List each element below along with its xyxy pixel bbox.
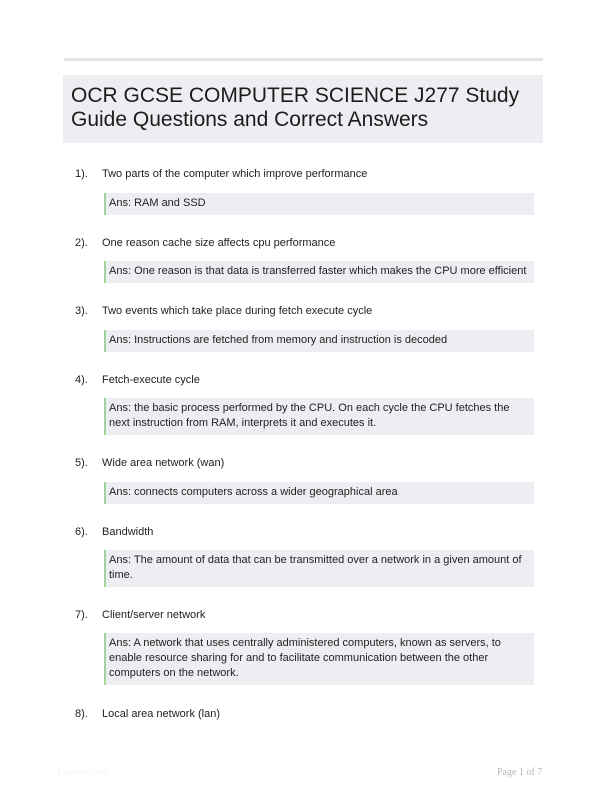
question-text: Fetch-execute cycle [102,374,200,386]
footer-watermark: Paperitbe.com [57,767,109,777]
question-number: 1). [75,168,88,180]
answer-box: Ans: connects computers across a wider geographical area [104,482,534,504]
question-text: Two parts of the computer which improve performance [102,168,368,180]
question-number: 6). [75,526,88,538]
question-number: 8). [75,708,88,720]
question-number: 3). [75,305,88,317]
answer-box: Ans: A network that uses centrally administered computers, known as servers, to enable resource sharing for and to facilitate communication between the other computers on the network. [104,633,534,685]
question-number: 2). [75,237,88,249]
page-title: OCR GCSE COMPUTER SCIENCE J277 Study Guide Questions and Correct Answers [71,84,520,131]
answer-box: Ans: the basic process performed by the CPU. On each cycle the CPU fetches the next instruction from RAM, interprets it and executes it. [104,398,534,435]
page-indicator: Page 1 of 7 [497,767,543,778]
question-number: 7). [75,609,88,621]
question-text: One reason cache size affects cpu performance [102,237,336,249]
question-text: Client/server network [102,609,206,621]
question-number: 4). [75,374,88,386]
answer-box: Ans: The amount of data that can be transmitted over a network in a given amount of time. [104,550,534,587]
question-number: 5). [75,457,88,469]
question-text: Two events which take place during fetch execute cycle [102,305,373,317]
title-box [63,75,543,143]
answer-box: Ans: One reason is that data is transferred faster which makes the CPU more efficient [104,261,534,283]
top-rule [64,58,543,61]
question-text: Local area network (lan) [102,708,221,720]
question-text: Wide area network (wan) [102,457,225,469]
question-text: Bandwidth [102,526,154,538]
answer-box: Ans: Instructions are fetched from memory and instruction is decoded [104,330,534,352]
answer-box: Ans: RAM and SSD [104,193,534,215]
